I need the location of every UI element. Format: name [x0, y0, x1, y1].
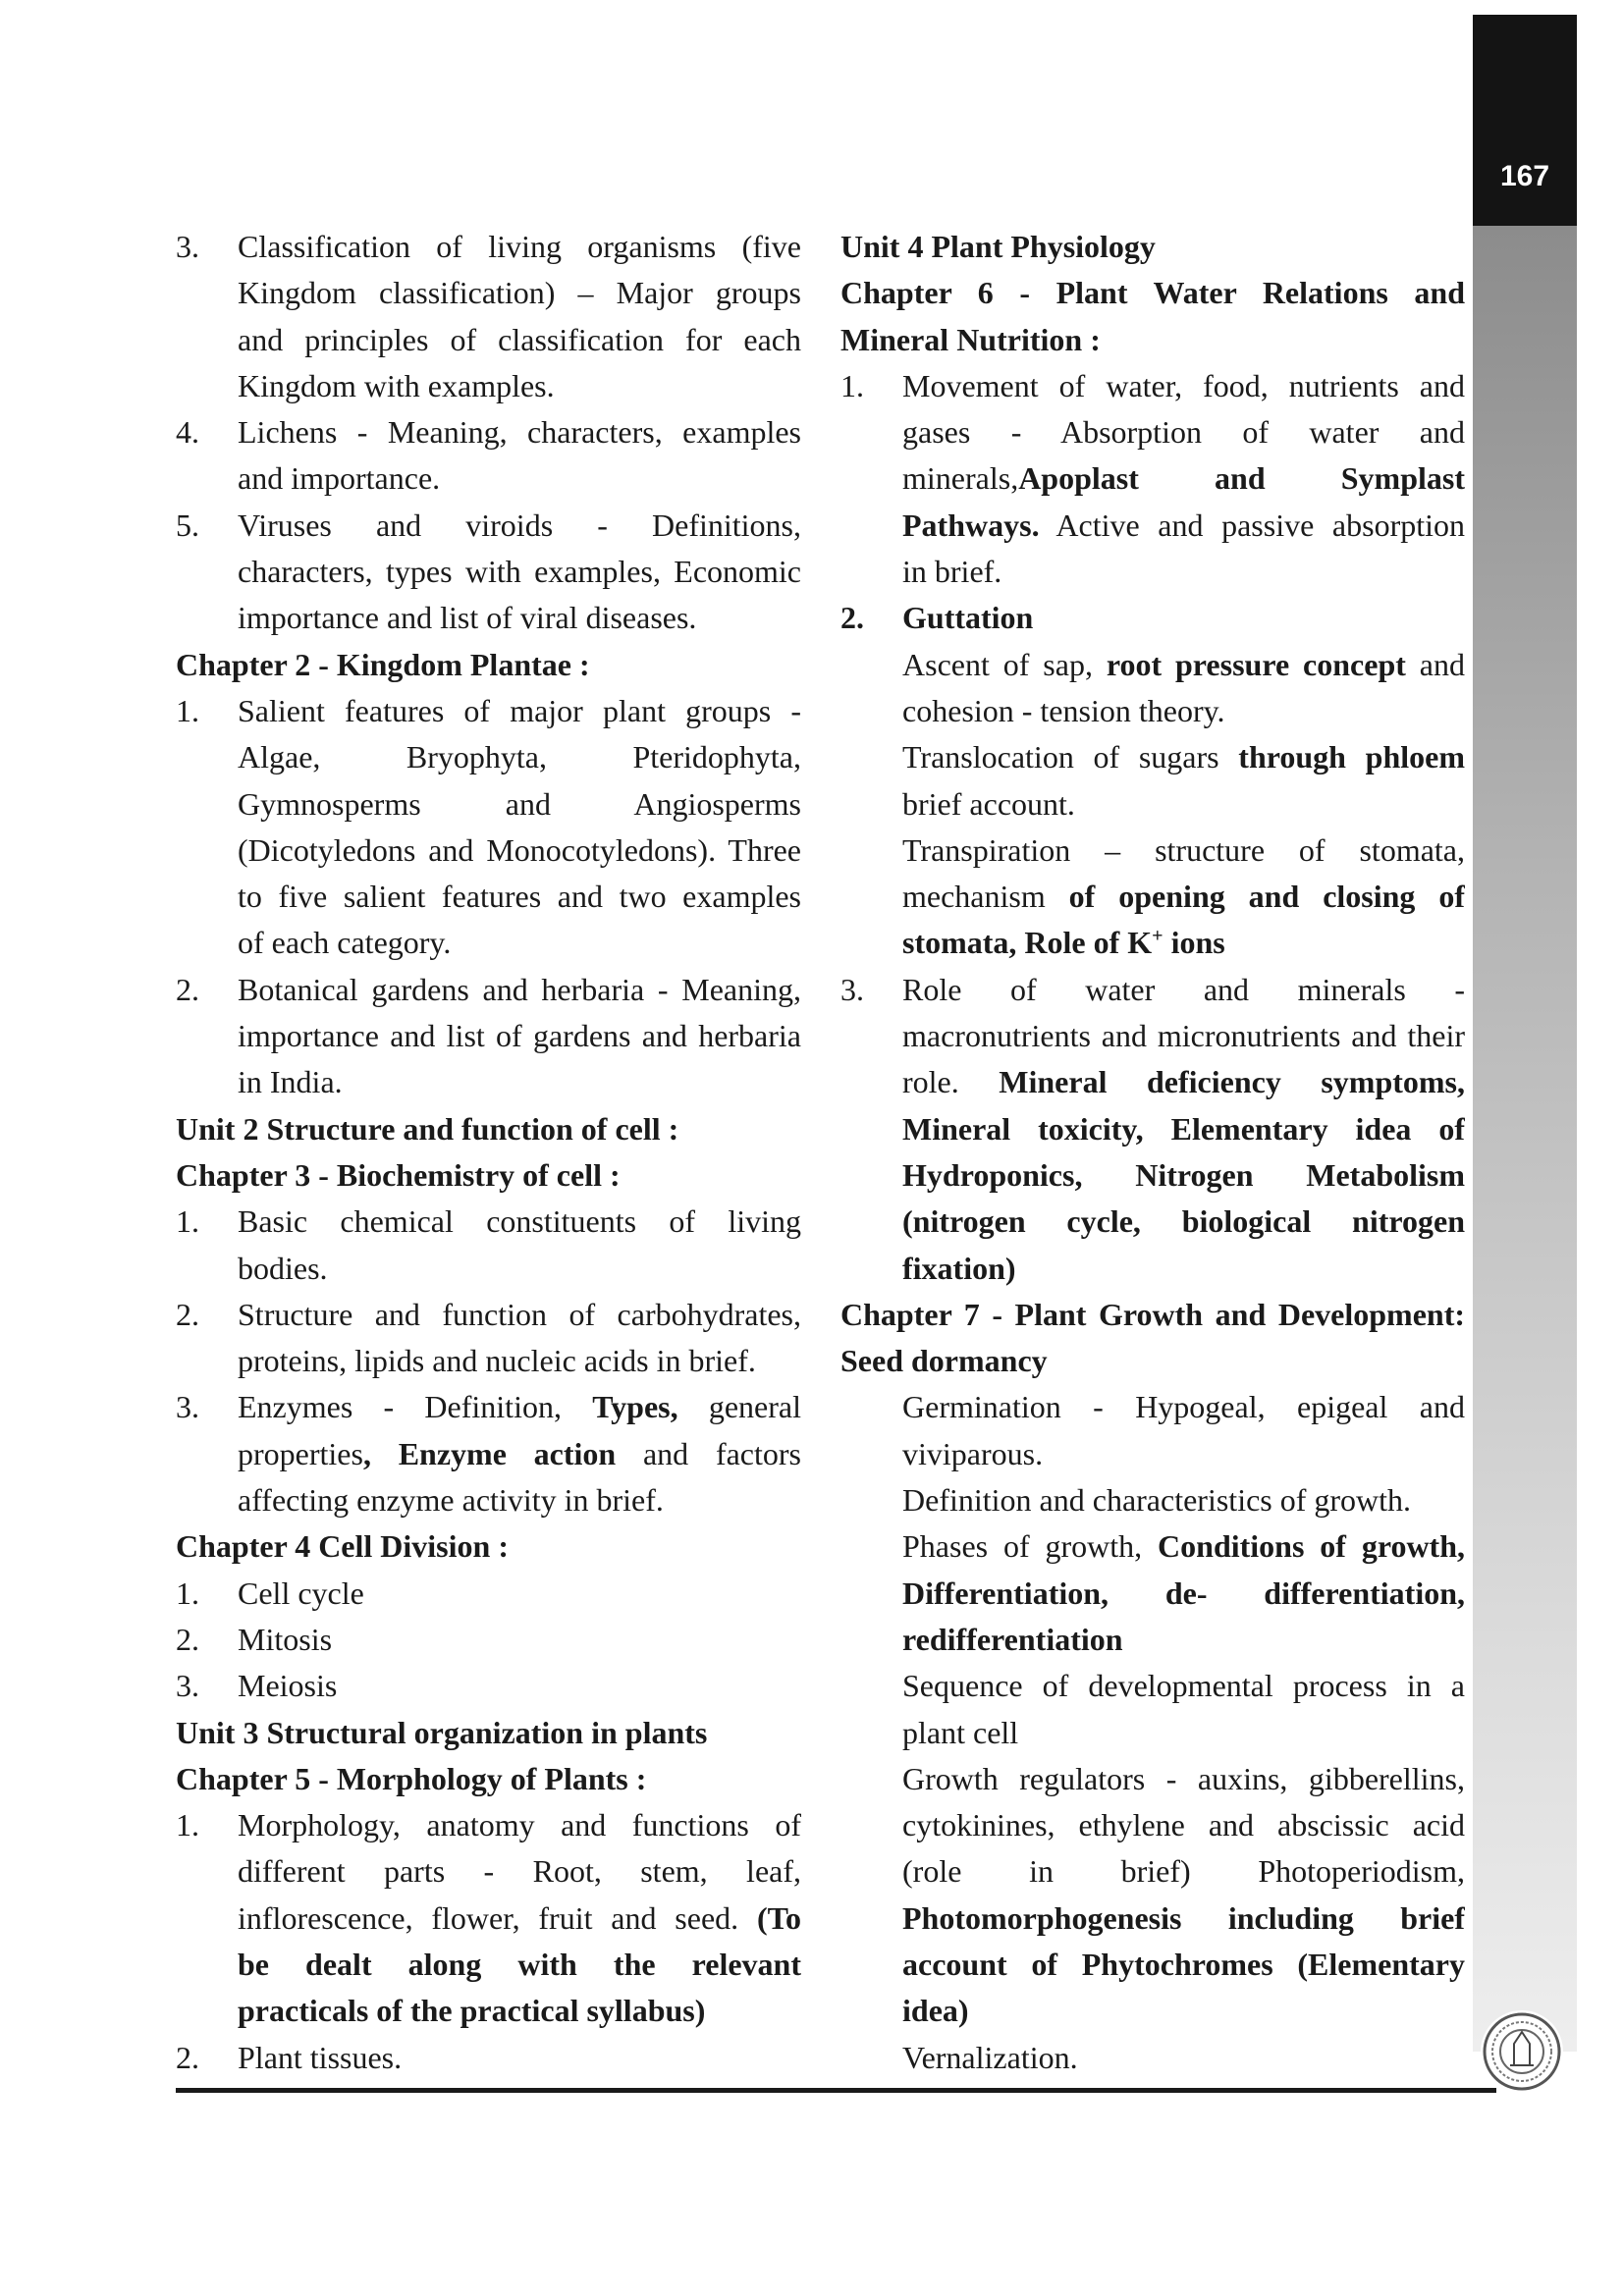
- text-line: of each category.: [238, 925, 452, 961]
- text-line: gases - Absorption of water and: [902, 414, 1465, 451]
- text-line: bodies.: [238, 1250, 328, 1286]
- text-span: inflorescence, flower, fruit and seed.: [238, 1899, 757, 1936]
- chapter-heading: Mineral Nutrition :: [840, 321, 1101, 357]
- text-line: Salient features of major plant groups -: [238, 692, 801, 728]
- list-item: [176, 1571, 801, 1617]
- text-line: importance and list of gardens and herbaria: [238, 1018, 801, 1054]
- text-line: in India.: [238, 1064, 343, 1100]
- item-number: 1.: [176, 692, 199, 728]
- right-column: [840, 224, 1465, 2081]
- item-number: 2.: [840, 600, 864, 636]
- text-span: Enzymes - Definition,: [238, 1389, 593, 1425]
- page-number: 167: [1499, 160, 1550, 192]
- bold-text: root pressure concept: [1106, 646, 1406, 682]
- text-line: Kingdom with examples.: [238, 367, 555, 403]
- item-number: 3.: [840, 971, 864, 1007]
- left-column: [176, 224, 801, 2081]
- chapter-heading: Chapter 6 - Plant Water Relations and: [840, 275, 1465, 311]
- text-line: different parts - Root, stem, leaf,: [238, 1853, 801, 1890]
- text-span: minerals,: [902, 460, 1019, 497]
- text-line: Growth regulators - auxins, gibberellins,: [902, 1760, 1465, 1796]
- side-gradient-bar: [1473, 226, 1577, 2052]
- bold-text: be dealt along with the relevant: [238, 1946, 801, 1982]
- bold-text: Hydroponics, Nitrogen Metabolism: [902, 1156, 1465, 1193]
- item-number: 2.: [176, 1621, 199, 1657]
- text-span: mechanism: [902, 879, 1069, 915]
- text-span: Ascent of sap,: [902, 646, 1107, 682]
- bold-text: Photomorphogenesis including brief: [902, 1899, 1465, 1936]
- item-title: Guttation: [902, 600, 1034, 636]
- text-line: in brief.: [902, 554, 1002, 590]
- list-item: [176, 409, 801, 503]
- bold-text: fixation): [902, 1250, 1016, 1286]
- bold-text: stomata, Role of K: [902, 925, 1153, 961]
- text-line: [902, 874, 1465, 920]
- text-line: cytokinines, ethylene and abscissic acid: [902, 1807, 1465, 1843]
- text-line: Role of water and minerals -: [902, 971, 1465, 1007]
- text-line: (role in brief) Photoperiodism,: [902, 1853, 1465, 1890]
- text-line: to five salient features and two examples: [238, 879, 801, 915]
- list-item: [176, 1292, 801, 1385]
- text-line: Morphology, anatomy and functions of: [238, 1807, 801, 1843]
- unit-heading: Unit 2 Structure and function of cell :: [176, 1110, 679, 1147]
- bold-text: ions: [1163, 925, 1225, 961]
- bold-text: (nitrogen cycle, biological nitrogen: [902, 1203, 1465, 1240]
- text-line: [902, 455, 1465, 502]
- item-number: 3.: [176, 1668, 199, 1704]
- bold-text: Apoplast and Symplast: [1018, 460, 1465, 497]
- list-item: [176, 1617, 801, 1663]
- item-number: 1.: [176, 1203, 199, 1240]
- item-number: 4.: [176, 414, 199, 451]
- chapter-heading: Chapter 5 - Morphology of Plants :: [176, 1760, 647, 1796]
- item-number: 5.: [176, 507, 199, 543]
- text-line: Movement of water, food, nutrients and: [902, 367, 1465, 403]
- text-line: Vernalization.: [902, 2039, 1078, 2075]
- list-item: [176, 967, 801, 1106]
- text-line: Gymnosperms and Angiosperms: [238, 785, 801, 822]
- text-line: importance and list of viral diseases.: [238, 600, 697, 636]
- list-item: [176, 503, 801, 642]
- text-line: Classification of living organisms (five: [238, 229, 801, 264]
- text-span: Phases of growth,: [902, 1528, 1159, 1565]
- bottom-rule: [176, 2088, 1496, 2093]
- bold-text: (To: [756, 1899, 801, 1936]
- text-line: Viruses and viroids - Definitions,: [238, 507, 801, 543]
- chapter-heading: Chapter 4 Cell Division :: [176, 1528, 509, 1565]
- text-line: [902, 920, 1465, 966]
- list-item: [840, 363, 1465, 595]
- bold-text: Mineral deficiency symptoms,: [999, 1064, 1465, 1100]
- bold-text: Differentiation, de- differentiation,: [902, 1575, 1465, 1611]
- text-line: Mitosis: [238, 1621, 333, 1657]
- text-line: [238, 1384, 801, 1430]
- list-item: [176, 1663, 801, 1709]
- text-line: [902, 642, 1465, 688]
- chapter-heading: Chapter 7 - Plant Growth and Development:: [840, 1296, 1465, 1332]
- bold-text: redifferentiation: [902, 1621, 1123, 1657]
- text-line: macronutrients and micronutrients and their: [902, 1018, 1465, 1054]
- text-line: Structure and function of carbohydrates,: [238, 1296, 801, 1332]
- text-line: cohesion - tension theory.: [902, 692, 1225, 728]
- text-line: affecting enzyme activity in brief.: [238, 1482, 664, 1519]
- text-line: Botanical gardens and herbaria - Meaning,: [238, 971, 801, 1007]
- item-number: 1.: [176, 1807, 199, 1843]
- text-span: role.: [902, 1064, 1000, 1100]
- text-span: properties: [238, 1435, 363, 1471]
- text-line: characters, types with examples, Economic: [238, 554, 801, 590]
- list-item: [176, 688, 801, 967]
- chapter-heading: Chapter 3 - Biochemistry of cell :: [176, 1156, 621, 1193]
- text-line: [238, 1431, 801, 1477]
- bold-text: idea): [902, 1993, 969, 2029]
- list-item: [176, 1802, 801, 2034]
- text-span: Active and passive absorption: [1039, 507, 1465, 543]
- text-line: [902, 503, 1465, 549]
- list-item: [840, 595, 1465, 966]
- text-line: plant cell: [902, 1714, 1019, 1750]
- list-item: [176, 224, 801, 409]
- item-number: 3.: [176, 229, 199, 264]
- bold-text: Mineral toxicity, Elementary idea of: [902, 1110, 1465, 1147]
- item-number: 2.: [176, 1296, 199, 1332]
- text-line: [902, 734, 1465, 780]
- text-line: Kingdom classification) – Major groups: [238, 275, 801, 311]
- item-number: 1.: [176, 1575, 199, 1611]
- bold-text: Conditions of growth,: [1158, 1528, 1465, 1565]
- text-line: [902, 1523, 1465, 1570]
- chapter-heading: Chapter 2 - Kingdom Plantae :: [176, 646, 590, 682]
- bold-text: Types,: [592, 1389, 678, 1425]
- unit-heading: Unit 3 Structural organization in plants: [176, 1714, 708, 1750]
- text-line: Germination - Hypogeal, epigeal and: [902, 1389, 1465, 1425]
- item-number: 1.: [840, 367, 864, 403]
- text-line: Cell cycle: [238, 1575, 364, 1611]
- list-item: [176, 2035, 801, 2081]
- text-span: general: [677, 1389, 801, 1425]
- text-line: Lichens - Meaning, characters, examples: [238, 414, 801, 451]
- bold-text: Pathways.: [902, 507, 1040, 543]
- text-line: proteins, lipids and nucleic acids in brief.: [238, 1343, 756, 1379]
- bold-text: of opening and closing of: [1068, 879, 1465, 915]
- text-line: Meiosis: [238, 1668, 338, 1704]
- bold-text: , Enzyme action: [362, 1435, 617, 1471]
- text-line: Basic chemical constituents of living: [238, 1203, 801, 1240]
- list-item: [840, 967, 1465, 1292]
- bold-text: account of Phytochromes (Elementary: [902, 1946, 1465, 1982]
- text-line: and principles of classification for each: [238, 321, 801, 357]
- bold-text: practicals of the practical syllabus): [238, 1993, 706, 2029]
- text-line: Transpiration – structure of stomata,: [902, 831, 1465, 868]
- text-span: and factors: [616, 1435, 801, 1471]
- text-line: [238, 1896, 801, 1942]
- text-line: Sequence of developmental process in a: [902, 1668, 1465, 1704]
- text-span: Translocation of sugars: [902, 739, 1239, 775]
- list-item: [176, 1384, 801, 1523]
- item-number: 2.: [176, 971, 199, 1007]
- superscript: +: [1152, 925, 1163, 947]
- text-line: brief account.: [902, 785, 1075, 822]
- item-number: 2.: [176, 2039, 199, 2075]
- text-line: viviparous.: [902, 1435, 1044, 1471]
- text-line: (Dicotyledons and Monocotyledons). Three: [238, 831, 801, 868]
- bold-text: through phloem: [1238, 739, 1465, 775]
- text-line: and importance.: [238, 460, 441, 497]
- text-line: Plant tissues.: [238, 2039, 403, 2075]
- unit-heading: Unit 4 Plant Physiology: [840, 229, 1156, 264]
- text-line: Definition and characteristics of growth.: [902, 1482, 1412, 1519]
- text-line: [902, 1059, 1465, 1105]
- chapter-heading: Seed dormancy: [840, 1343, 1048, 1379]
- item-number: 3.: [176, 1389, 199, 1425]
- text-span: and: [1405, 646, 1465, 682]
- list-item: [176, 1199, 801, 1292]
- tamil-nadu-govt-seal-icon: [1481, 2010, 1563, 2093]
- text-line: Algae, Bryophyta, Pteridophyta,: [238, 739, 801, 775]
